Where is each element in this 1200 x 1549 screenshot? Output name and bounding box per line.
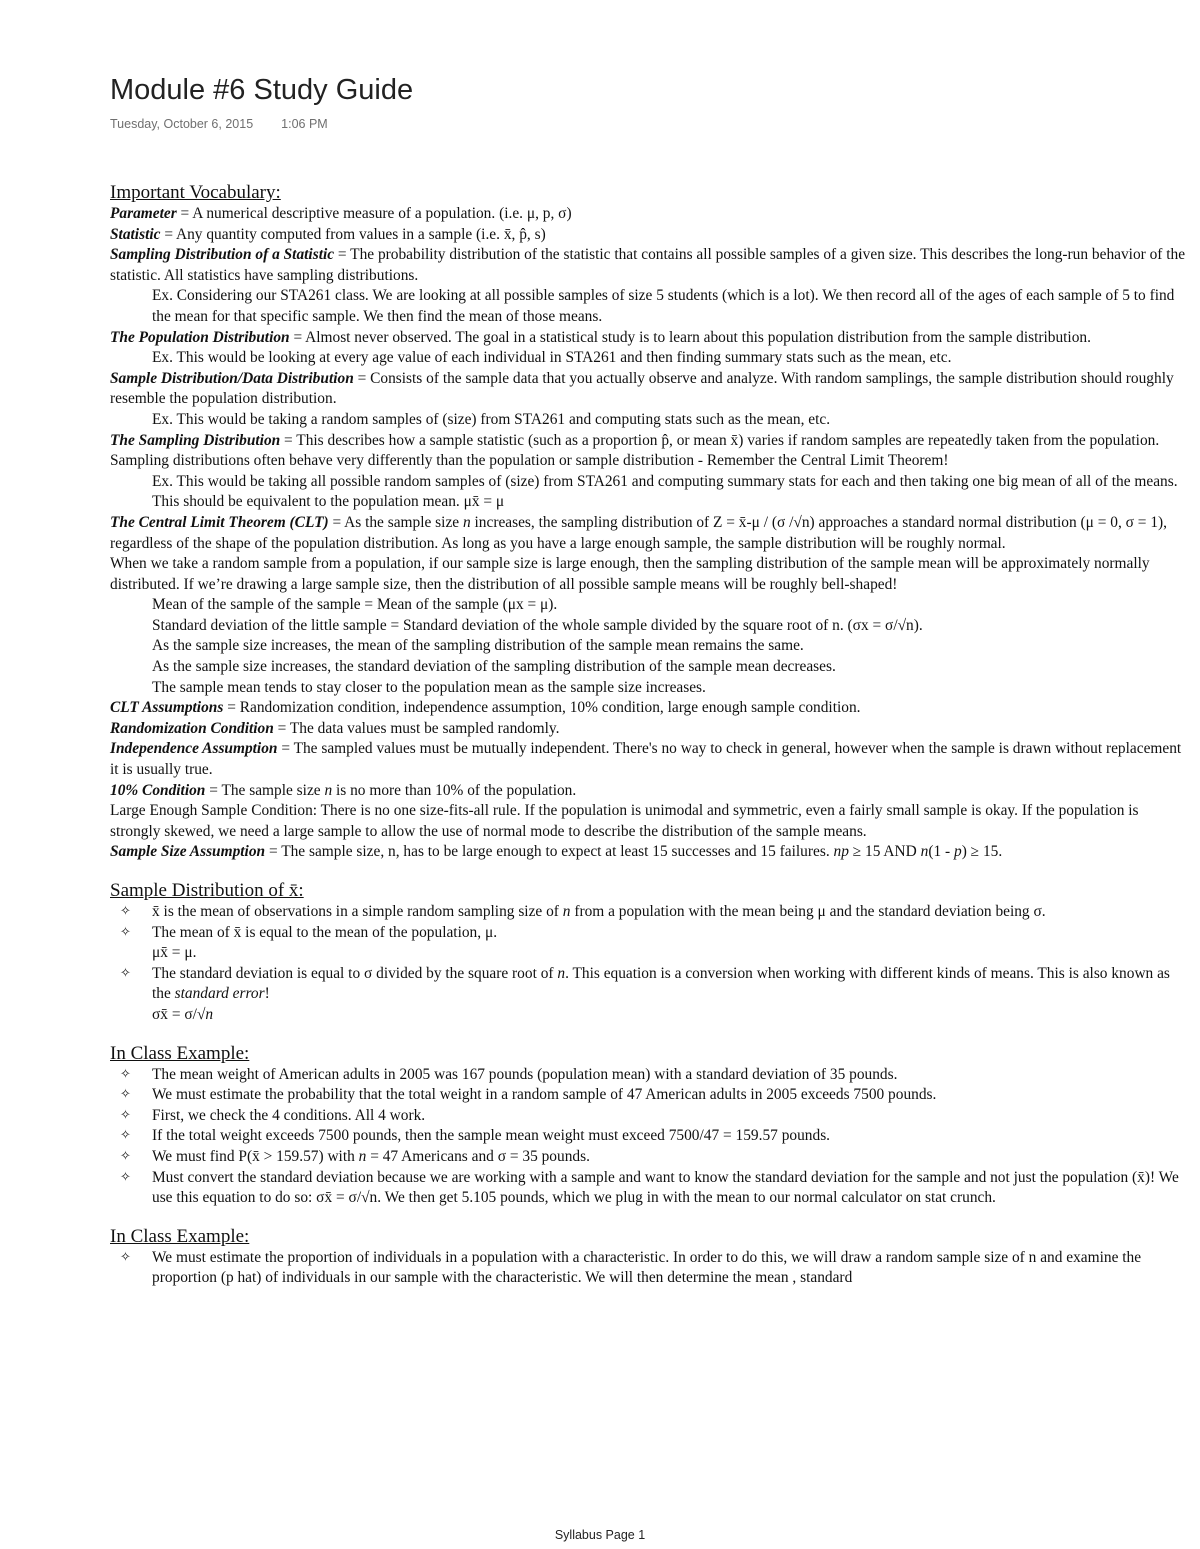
sample-distribution-list xyxy=(110,902,1186,1026)
equation: σx̄ = σ/√n xyxy=(152,1005,214,1023)
list-item: ✧ The standard deviation is equal to σ divided by the square root of n. This equation is a conversion when working with different kinds of means. This is also known as the standard error! xyxy=(120,964,1170,1003)
document-body xyxy=(110,182,1186,1289)
example-text: Ex. This would be taking a random samples of (size) from STA261 and computing stats such as the mean, etc. xyxy=(152,410,831,428)
diamond-outline-icon: ✧ xyxy=(120,1249,131,1265)
vocab-heading: Important Vocabulary: xyxy=(110,182,281,203)
list-item: ✧ We must find P(x̄ > 159.57) with n = 47 Americans and σ = 35 pounds. xyxy=(110,1147,1186,1168)
term: 10% Condition xyxy=(110,781,206,799)
definition: (1 - xyxy=(928,843,954,861)
page-date: Tuesday, October 6, 2015 xyxy=(110,117,254,131)
clt-point: Mean of the sample of the sample = Mean of the sample (μx = μ). xyxy=(152,596,558,614)
def-sampling-distribution-statistic xyxy=(110,245,1186,286)
diamond-outline-icon: ✧ xyxy=(120,1087,131,1103)
list-item: ✧ If the total weight exceeds 7500 pounds, then the sample mean weight must exceed 7500/47 = 159.57 pounds. xyxy=(110,1126,1186,1147)
equation: μx̄ = μ. xyxy=(152,944,197,962)
diamond-outline-icon: ✧ xyxy=(120,1128,131,1144)
definition: = This describes how a sample statistic (such as a proportion p̂, or mean x̄) varies if random samples are repeatedly taken from the population. Sampling distributions often behave very differently than the population or sample distribution - Remember the Central Limit Theorem! xyxy=(110,431,1160,470)
page-title: Module #6 Study Guide xyxy=(110,74,414,106)
definition: = The data values must be sampled randomly. xyxy=(273,719,560,737)
def-large-enough-sample: Large Enough Sample Condition: There is no one size-fits-all rule. If the population is unimodal and symmetric, even a fairly small sample is okay. If the population is strongly skewed, we need a large sample to allow the use of normal mode to describe the distribution of the sample means. xyxy=(110,802,1139,840)
definition: = Almost never observed. The goal in a statistical study is to learn about this population distribution from the sample distribution. xyxy=(289,328,1091,346)
example-text: Ex. Considering our STA261 class. We are looking at all possible samples of size 5 students (which is a lot). We then record all of the ages of each sample of 5 to find the mean for that specific sample. We then find the mean of those means. xyxy=(152,287,1175,325)
term: Parameter xyxy=(110,205,177,222)
definition: = The sample size xyxy=(205,781,325,799)
list-item: ✧ Must convert the standard deviation because we are working with a sample and want to know the standard deviation for the sample and not just the population (x̄)! We use this equation to do so: σx̄ = σ/√n. We then get 5.105 pounds, which we plug in with the mean to our normal calculator on stat crunch. xyxy=(120,1168,1179,1207)
list-item: ✧ We must estimate the probability that the total weight in a random sample of 47 American adults in 2005 exceeds 7500 pounds. xyxy=(110,1085,1186,1106)
n-symbol: n xyxy=(324,781,333,799)
term: Sampling Distribution of a Statistic xyxy=(110,246,335,264)
clt-point: As the sample size increases, the mean of the sampling distribution of the sample mean remains the same. xyxy=(152,637,804,655)
term: CLT Assumptions xyxy=(110,699,224,717)
list-item: ✧ The mean of x̄ is equal to the mean of the population, μ. xyxy=(110,923,1186,944)
definition: = The probability distribution of the statistic that contains all possible samples of a given size. This describes the long-run behavior of the statistic. All statistics have sampling distributions. xyxy=(110,246,1186,284)
list-item: ✧ x̄ is the mean of observations in a simple random sampling size of n from a population with the mean being μ and the standard deviation being σ. xyxy=(110,902,1186,923)
def-randomization-condition xyxy=(110,719,1186,740)
definition: increases, the sampling distribution of Z = x̄-μ / (σ /√n) approaches a standard normal distribution (μ = 0, σ = 1), regardless of the shape of the population distribution. As long as you have a large enough sample, the sample distribution will be roughly normal. xyxy=(110,513,1167,552)
term: Statistic xyxy=(110,225,161,243)
def-sampling-distribution xyxy=(110,431,1186,472)
def-statistic xyxy=(110,225,1186,246)
definition: = The sample size, n, has to be large enough to expect at least 15 successes and 15 failures. xyxy=(265,843,834,861)
term: Sample Size Assumption xyxy=(110,843,266,861)
definition: = The sampled values must be mutually independent. There's no way to check in general, however when the sample is drawn without replacement it is usually true. xyxy=(110,740,1182,779)
clt-point: Standard deviation of the little sample = Standard deviation of the whole sample divided by the square root of n. (σx = σ/√n). xyxy=(152,616,923,634)
def-independence-assumption xyxy=(110,739,1186,780)
definition: = Any quantity computed from values in a sample (i.e. x̄, p̂, s) xyxy=(160,225,546,243)
definition: ≥ 15 AND xyxy=(848,843,921,861)
list-item: ✧ First, we check the 4 conditions. All 4 work. xyxy=(110,1106,1186,1127)
list-item: ✧ We must estimate the proportion of individuals in a population with a characteristic. In order to do this, we will draw a random sample size of n and examine the proportion (p hat) of individuals in our sample with the characteristic. We will then determine the mean , standard xyxy=(120,1248,1142,1287)
definition: is no more than 10% of the population. xyxy=(332,781,577,799)
example-heading: In Class Example: xyxy=(110,1042,250,1064)
def-ten-percent-condition xyxy=(110,781,1186,802)
clt-paragraph: When we take a random sample from a population, if our sample size is large enough, then the sampling distribution of the sample mean will be approximately normally distributed. If we’re drawing a large sample size, then the distribution of all possible sample means will be roughly bell-shaped! xyxy=(110,555,1150,593)
example-list xyxy=(110,1065,1186,1209)
p-symbol: p xyxy=(954,843,962,861)
term: Independence Assumption xyxy=(110,740,278,758)
definition: = As the sample size xyxy=(328,513,463,531)
def-population-distribution xyxy=(110,328,1186,349)
list-item: ✧ The mean weight of American adults in 2005 was 167 pounds (population mean) with a standard deviation of 35 pounds. xyxy=(110,1065,1186,1086)
n-symbol: n xyxy=(920,843,929,861)
def-clt-assumptions xyxy=(110,698,1186,719)
diamond-outline-icon: ✧ xyxy=(120,1107,131,1123)
diamond-outline-icon: ✧ xyxy=(120,1066,131,1082)
clt-point: As the sample size increases, the standard deviation of the sampling distribution of the sample mean decreases. xyxy=(152,658,836,676)
definition: = Randomization condition, independence assumption, 10% condition, large enough sample condition. xyxy=(223,699,861,717)
diamond-outline-icon: ✧ xyxy=(120,1148,131,1164)
diamond-outline-icon: ✧ xyxy=(120,904,131,919)
example-text: Ex. This would be taking all possible random samples of (size) from STA261 and computing summary stats for each and then taking one big mean of all of the means. This should be equivalent to the population mean. μx̄ = μ xyxy=(152,472,1178,511)
term: Sample Distribution/Data Distribution xyxy=(110,369,354,387)
def-parameter xyxy=(110,204,1186,225)
n-symbol: n xyxy=(462,513,471,531)
example-text: Ex. This would be looking at every age value of each individual in STA261 and then finding summary stats such as the mean, etc. xyxy=(152,349,952,367)
sample-distribution-heading: Sample Distribution of x̄: xyxy=(110,880,304,901)
example-heading: In Class Example: xyxy=(110,1225,250,1247)
page-footer: Syllabus Page 1 xyxy=(554,1528,646,1542)
term: Randomization Condition xyxy=(110,719,274,737)
page-time: 1:06 PM xyxy=(281,117,328,131)
diamond-outline-icon: ✧ xyxy=(120,965,131,981)
definition: = Consists of the sample data that you actually observe and analyze. With random samplings, the sample distribution should roughly resemble the population distribution. xyxy=(110,369,1174,408)
def-sample-size-assumption xyxy=(110,842,1186,863)
def-sample-distribution xyxy=(110,369,1186,410)
diamond-outline-icon: ✧ xyxy=(120,1169,131,1185)
definition: = A numerical descriptive measure of a population. (i.e. μ, p, σ) xyxy=(176,205,572,222)
example-list xyxy=(110,1248,1186,1289)
np-symbol: np xyxy=(833,843,849,861)
clt-point: The sample mean tends to stay closer to the population mean as the sample size increases. xyxy=(152,678,706,696)
definition: ) ≥ 15. xyxy=(961,843,1003,861)
page-timestamp xyxy=(110,116,328,132)
diamond-outline-icon: ✧ xyxy=(120,924,131,940)
term: The Central Limit Theorem (CLT) xyxy=(110,513,329,531)
term: The Population Distribution xyxy=(110,328,290,346)
def-central-limit-theorem xyxy=(110,513,1186,554)
term: The Sampling Distribution xyxy=(110,431,281,449)
